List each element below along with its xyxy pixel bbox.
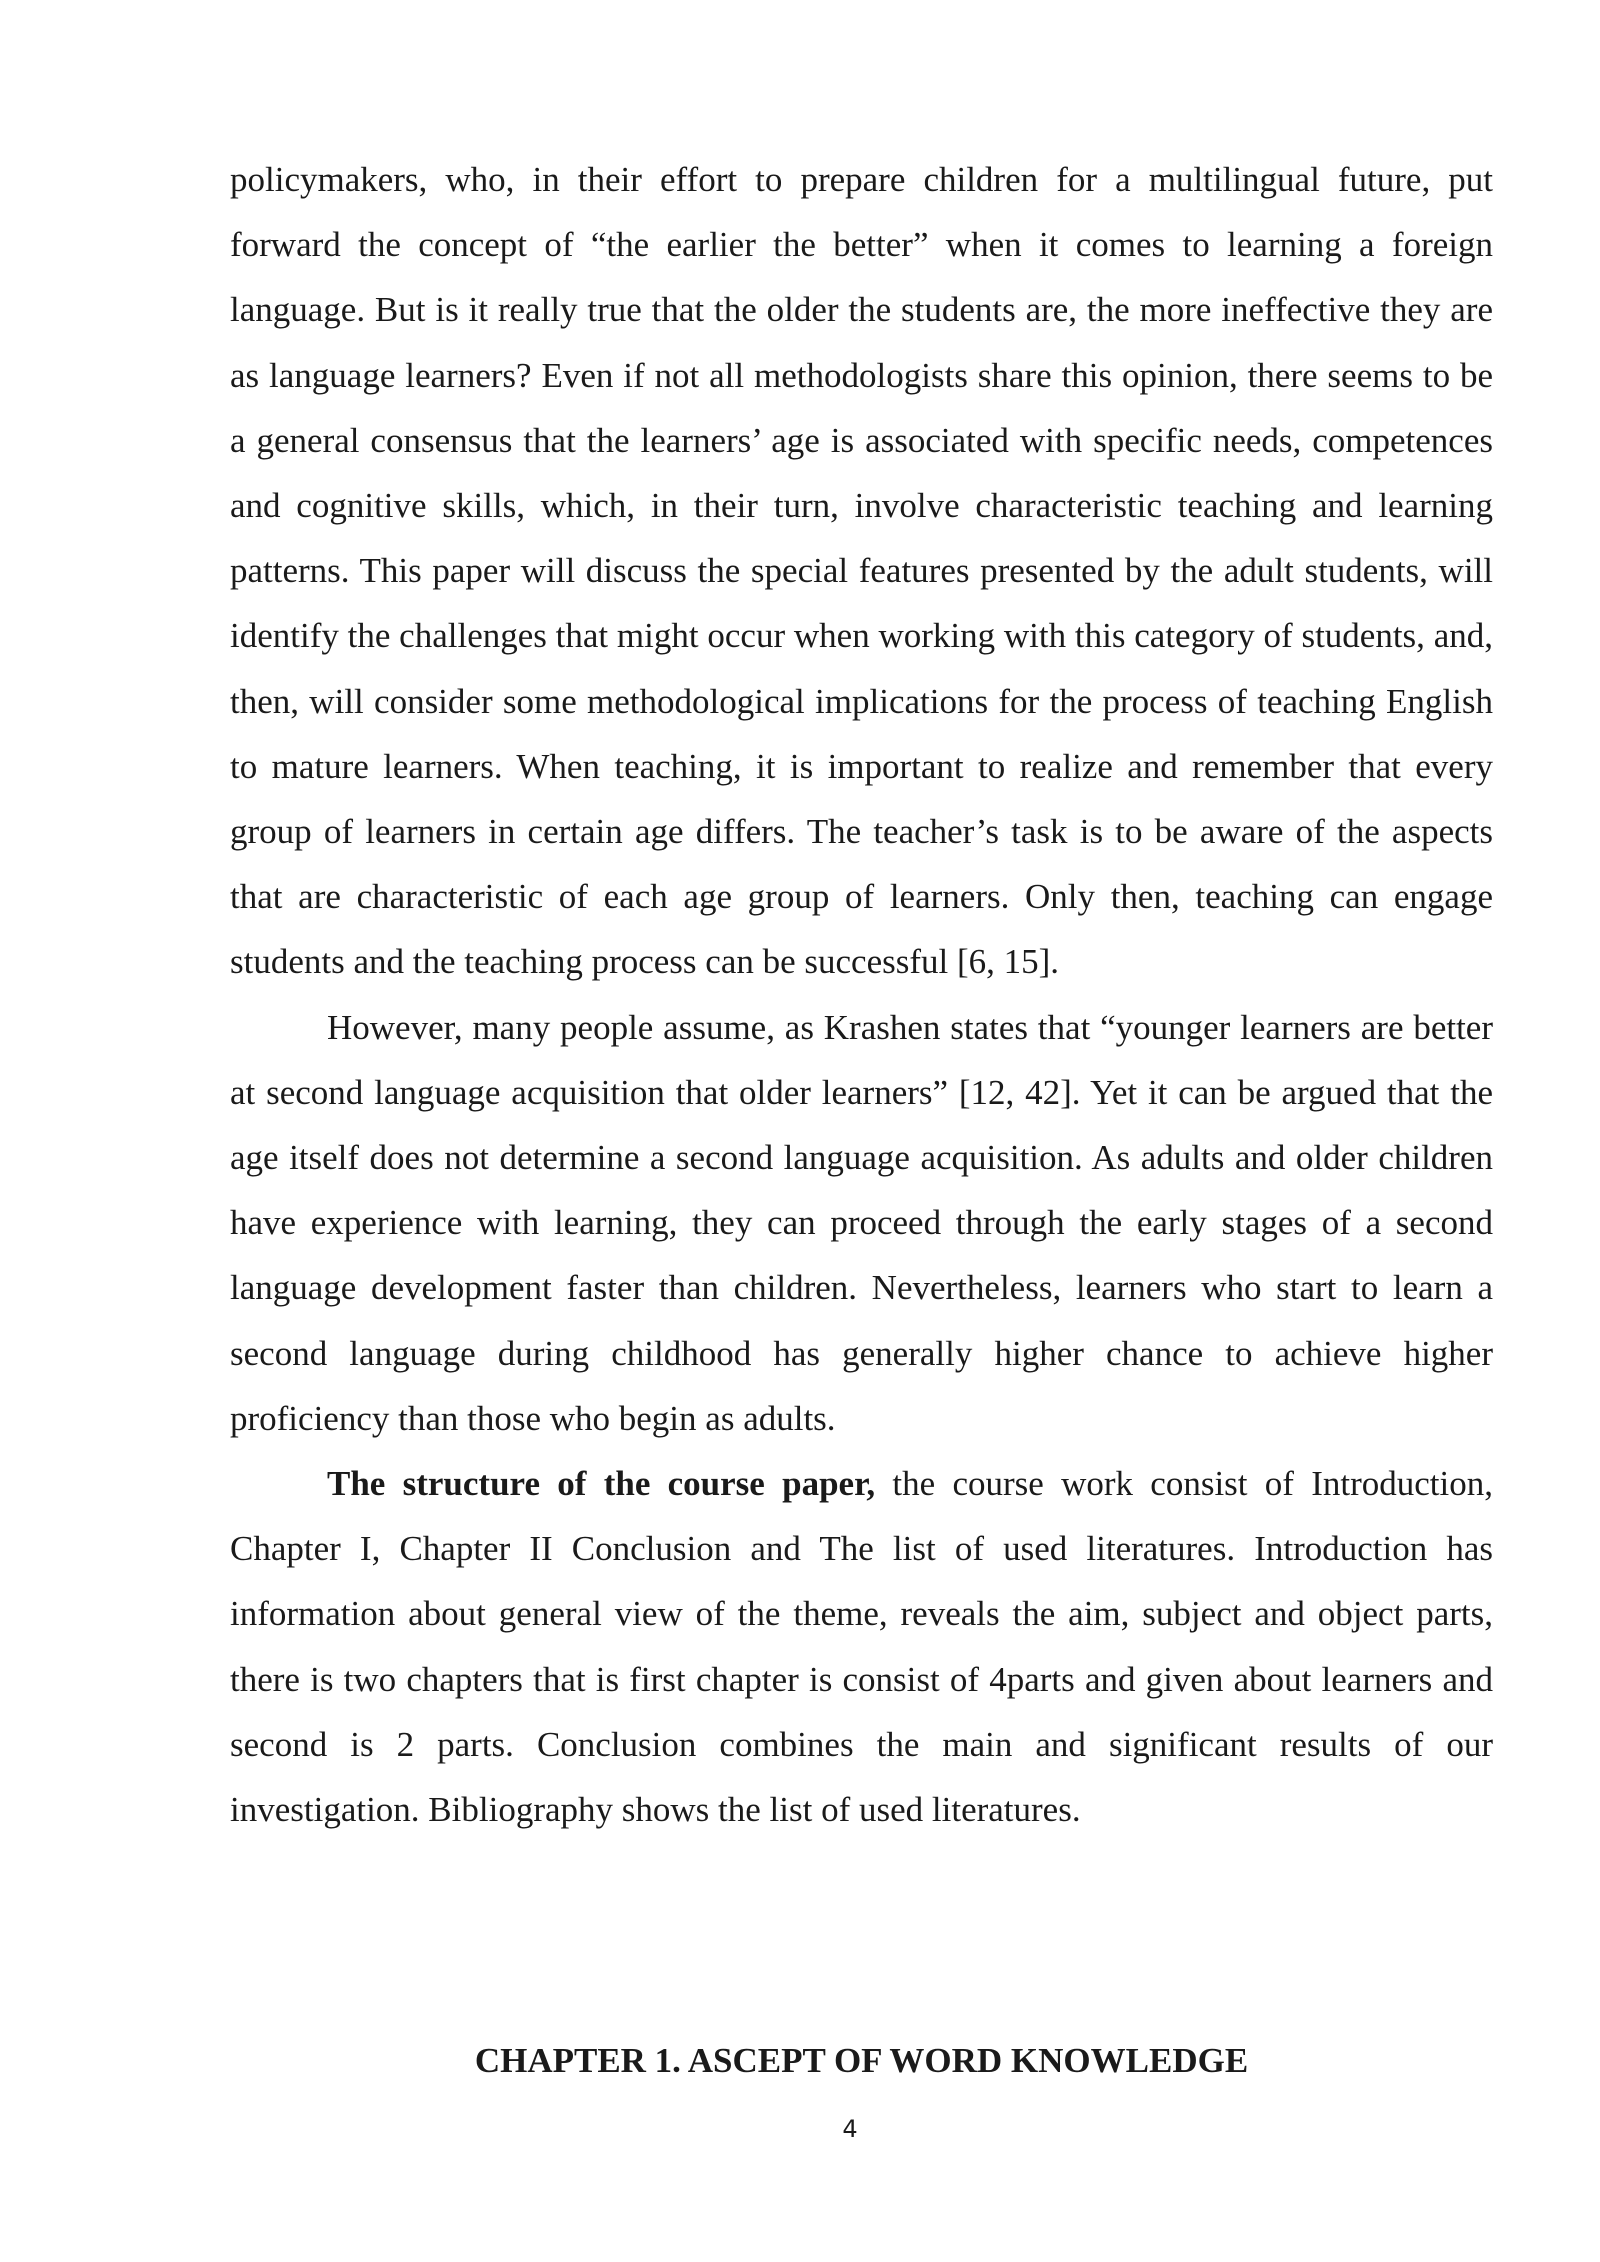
paragraph-krashen: However, many people assume, as Krashen states that “younger learners are better at second language acquisition that older learners” [12, 42]. Yet it can be argued that the age itself does not determine a second language acquisition. As adults and older children have experience with learning, they can proceed through the early stages of a second language development faster than children. Nevertheless, learners who start to learn a second language during childhood has generally higher chance to achieve higher proficiency than those who begin as adults. bbox=[230, 1007, 1493, 1438]
course-structure-text: the course work consist of Introduction, Chapter I, Chapter II Conclusion and The list of used literatures. Introduction has information about general view of the theme, reveals the aim, subject and object parts, there is two chapters that is first chapter is consist of 4parts and given about learners and second is 2 parts. Conclusion combines the main and significant results of our investigation. Bibliography shows the list of used literatures. bbox=[230, 1464, 1493, 1830]
page-number: 4 bbox=[842, 2115, 858, 2143]
paragraph-course-structure bbox=[230, 1451, 1493, 1842]
chapter-heading: CHAPTER 1. ASCEPT OF WORD KNOWLEDGE bbox=[474, 2041, 1249, 2080]
body-text bbox=[230, 147, 1493, 1842]
paragraph-policymakers: policymakers, who, in their effort to prepare children for a multilingual future, put forward the concept of “the earlier the better” when it comes to learning a foreign language. But is it really true that the older the students are, the more ineffective they are as language learners? Even if not all methodologists share this opinion, there seems to be a general consensus that the learners’ age is associated with specific needs, competences and cognitive skills, which, in their turn, involve characteristic teaching and learning patterns. This paper will discuss the special features presented by the adult students, will identify the challenges that might occur when working with this category of students, and, then, will consider some methodological implications for the process of teaching English to mature learners. When teaching, it is important to realize and remember that every group of learners in certain age differs. The teacher’s task is to be aware of the aspects that are characteristic of each age group of learners. Only then, teaching can engage students and the teaching process can be successful [6, 15]. bbox=[230, 160, 1493, 982]
course-structure-lead: The structure of the course paper, bbox=[327, 1464, 876, 1504]
